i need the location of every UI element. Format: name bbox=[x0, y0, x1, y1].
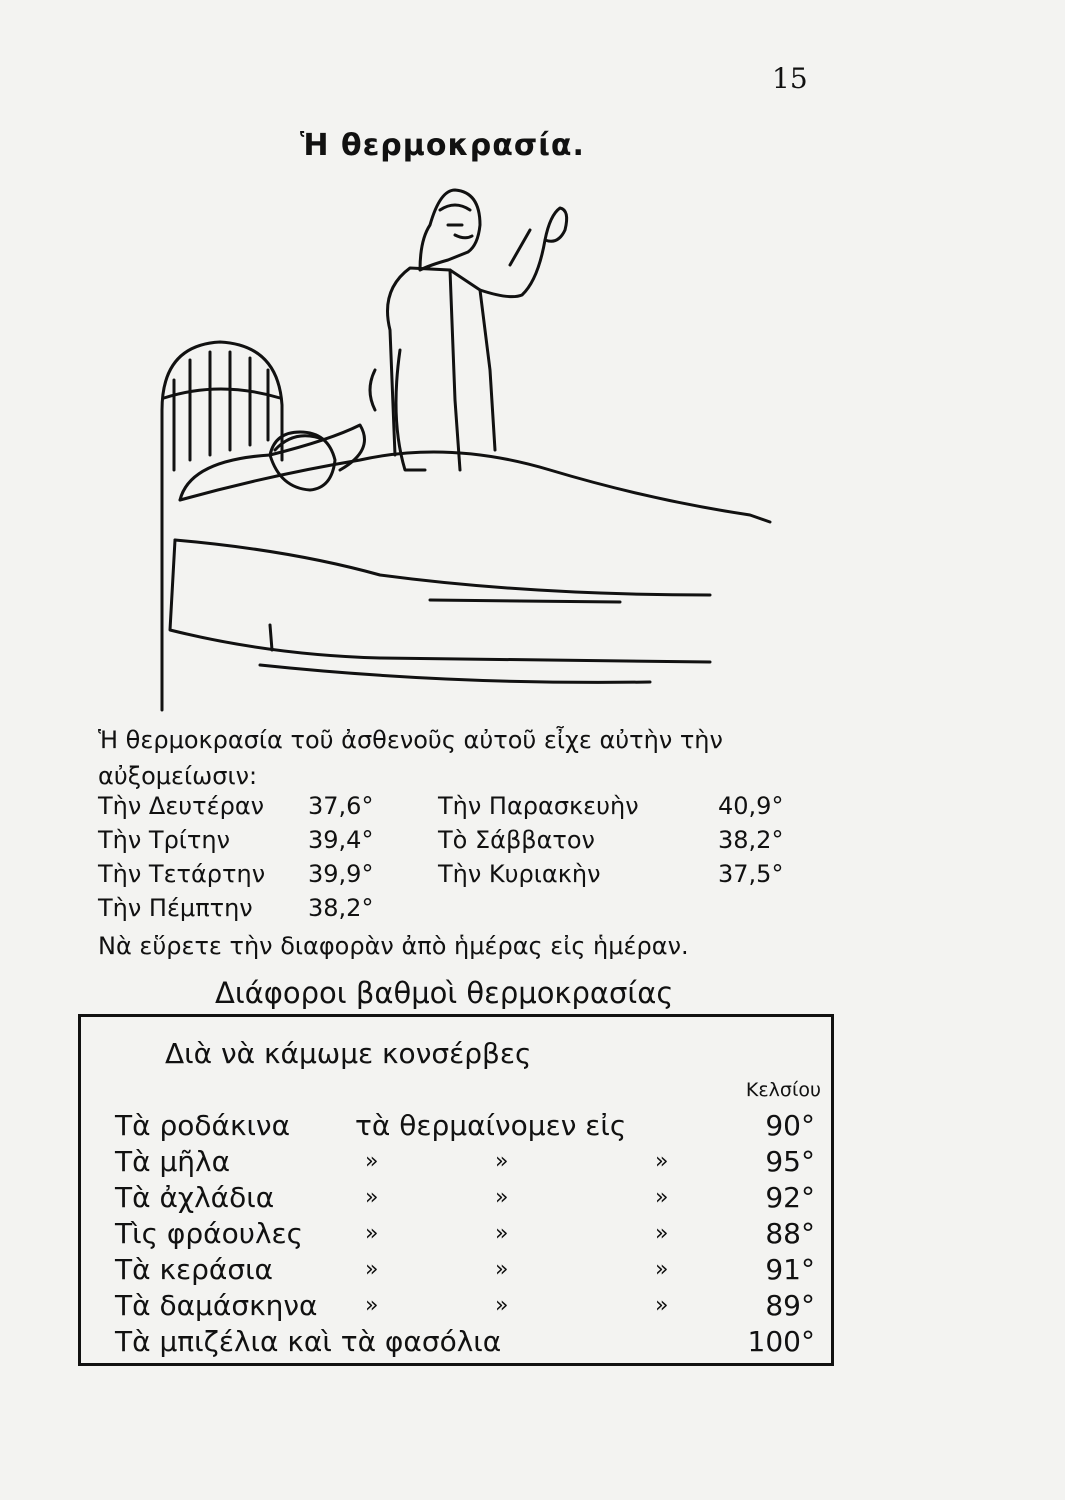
ditto-mark: » bbox=[365, 1257, 379, 1282]
ditto-mark: » bbox=[495, 1257, 509, 1282]
item-label: Τὰ δαμάσκηνα bbox=[115, 1289, 318, 1322]
unit-header: Κελσίου bbox=[745, 1079, 821, 1101]
item-label: Τὰ ροδάκινα bbox=[115, 1109, 291, 1142]
day-label: Τὴν Τρίτην bbox=[98, 826, 230, 854]
ditto-mark: » bbox=[655, 1185, 669, 1210]
temperature-value: 88° bbox=[765, 1217, 815, 1250]
ditto-mark: » bbox=[495, 1149, 509, 1174]
day-label: Τὴν Τετάρτην bbox=[98, 860, 266, 888]
temperature-value: 39,9° bbox=[308, 860, 374, 888]
ditto-mark: » bbox=[655, 1257, 669, 1282]
day-label: Τὴν Δευτέραν bbox=[98, 792, 265, 820]
day-label: Τὴν Κυριακὴν bbox=[438, 860, 601, 888]
temperature-value: 90° bbox=[765, 1109, 815, 1142]
temperature-value: 89° bbox=[765, 1289, 815, 1322]
ditto-mark: » bbox=[365, 1221, 379, 1246]
ditto-mark: » bbox=[495, 1293, 509, 1318]
temperature-value: 38,2° bbox=[718, 826, 784, 854]
temperature-value: 39,4° bbox=[308, 826, 374, 854]
temperature-value: 100° bbox=[747, 1325, 815, 1358]
ditto-mark: » bbox=[365, 1185, 379, 1210]
temperature-value: 92° bbox=[765, 1181, 815, 1214]
temperature-value: 95° bbox=[765, 1145, 815, 1178]
ditto-mark: » bbox=[655, 1293, 669, 1318]
row-middle-text: τὰ θερμαίνομεν εἰς bbox=[355, 1109, 627, 1142]
page-number: 15 bbox=[772, 62, 808, 95]
ditto-mark: » bbox=[655, 1221, 669, 1246]
temperature-value: 40,9° bbox=[718, 792, 784, 820]
table-row bbox=[115, 1109, 815, 1145]
ditto-mark: » bbox=[365, 1149, 379, 1174]
section-title: Διάφοροι βαθμοὶ θερμοκρασίας bbox=[215, 976, 674, 1010]
ditto-mark: » bbox=[495, 1185, 509, 1210]
temperature-value: 91° bbox=[765, 1253, 815, 1286]
doctor-patient-illustration bbox=[150, 170, 790, 715]
day-label: Τὴν Πέμπτην bbox=[98, 894, 253, 922]
table-row bbox=[115, 1181, 815, 1217]
ditto-mark: » bbox=[655, 1149, 669, 1174]
question-text: Νὰ εὕρετε τὴν διαφορὰν ἀπὸ ἡμέρας εἰς ἡμέραν. bbox=[98, 932, 689, 960]
item-label: Τὰ ἀχλάδια bbox=[115, 1181, 275, 1214]
ditto-mark: » bbox=[495, 1221, 509, 1246]
page-title: Ἡ θερμοκρασία. bbox=[300, 128, 585, 163]
day-label: Τὸ Σάββατον bbox=[438, 826, 595, 854]
ditto-mark: » bbox=[365, 1293, 379, 1318]
item-label: Τὶς φράουλες bbox=[115, 1217, 304, 1250]
table-row bbox=[115, 1253, 815, 1289]
temperature-value: 37,5° bbox=[718, 860, 784, 888]
intro-text: Ἡ θερμοκρασία τοῦ ἀσθενοῦς αὐτοῦ εἶχε αὐτὴν τὴν αὐξομείωσιν: bbox=[98, 726, 723, 790]
temperature-value: 38,2° bbox=[308, 894, 374, 922]
table-row bbox=[115, 1217, 815, 1253]
day-label: Τὴν Παρασκευὴν bbox=[438, 792, 639, 820]
canning-temperature-table bbox=[78, 1014, 834, 1366]
temperature-value: 37,6° bbox=[308, 792, 374, 820]
item-label: Τὰ κεράσια bbox=[115, 1253, 274, 1286]
item-label: Τὰ μῆλα bbox=[115, 1145, 231, 1178]
table-heading: Διὰ νὰ κάμωμε κονσέρβες bbox=[165, 1037, 532, 1070]
table-row bbox=[115, 1145, 815, 1181]
table-row bbox=[115, 1325, 815, 1361]
table-row bbox=[115, 1289, 815, 1325]
item-label: Τὰ μπιζέλια καὶ τὰ φασόλια bbox=[115, 1325, 502, 1358]
